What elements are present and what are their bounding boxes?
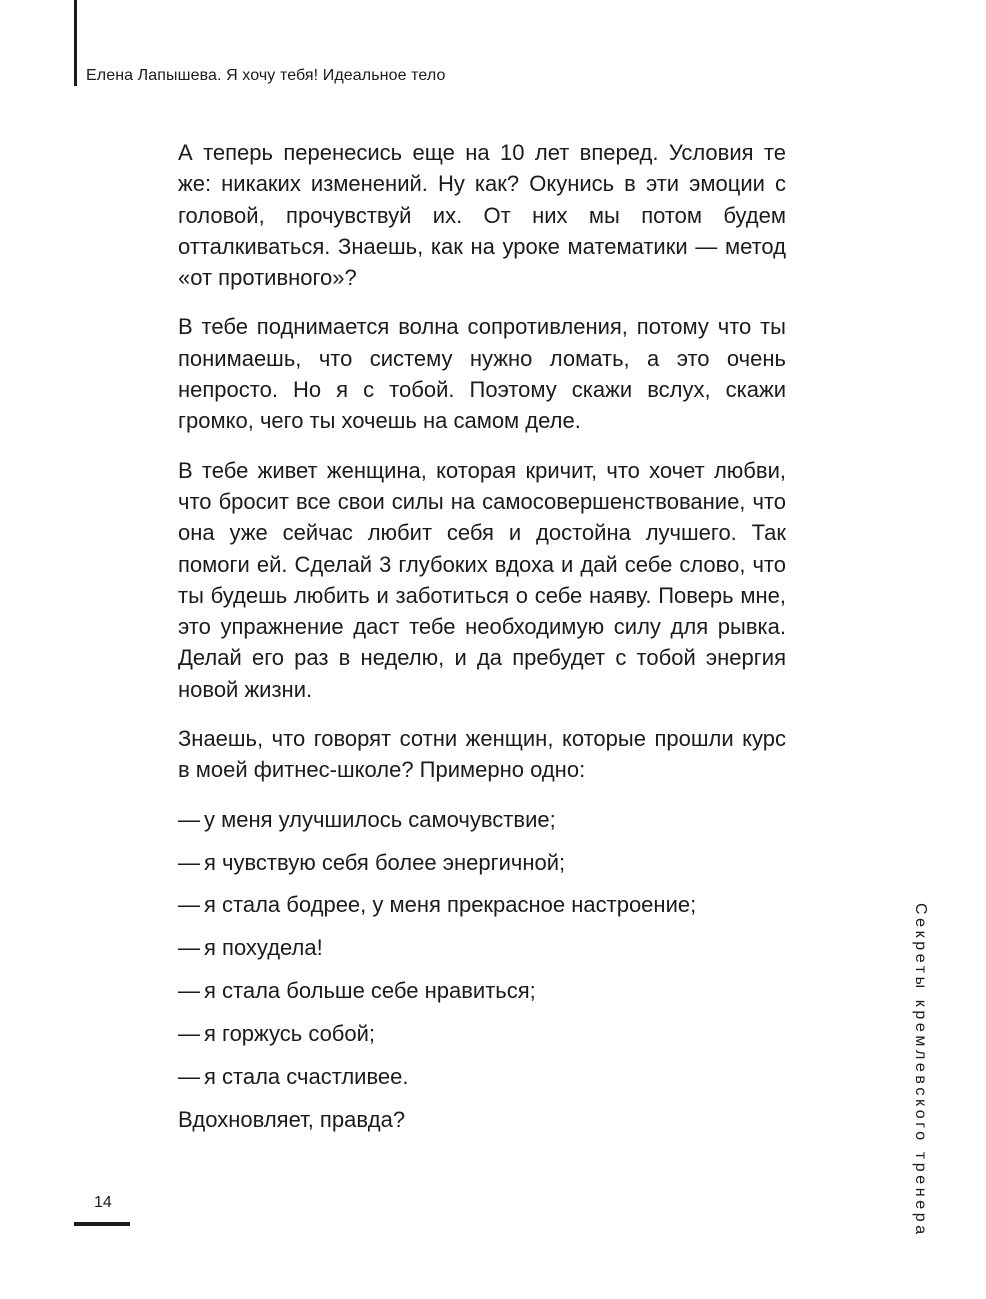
paragraph-4: Знаешь, что говорят сотни женщин, которые прошли курс в моей фитнес-школе? Примерно одно: (178, 726, 786, 783)
list-dash: — (178, 849, 200, 875)
list-item-text: я стала бодрее, у меня прекрасное настроение; (204, 892, 697, 918)
list-item-text: я стала счастливее. (204, 1063, 409, 1089)
list-item-text: я стала больше себе нравиться; (204, 978, 536, 1004)
list-dash: — (178, 1021, 200, 1047)
list-item-text: я похудела! (204, 935, 323, 961)
list-item (178, 847, 786, 878)
page-number: 14 (94, 1194, 112, 1211)
list-item-text: я чувствую себя более энергичной; (204, 849, 566, 875)
list-item (178, 975, 786, 1006)
list-dash: — (178, 806, 200, 832)
list-item (178, 932, 786, 963)
list-dash: — (178, 892, 200, 918)
paragraph-3: В тебе живет женщина, которая кричит, что хочет любви, что бросит все свои силы на самосовершенствование, что она уже сейчас любит себя и достойна лучшего. Так помоги ей. Сделай 3 глубоких вдоха и дай себе слово, что ты будешь любить и заботиться о себе наяву. Поверь мне, это упражнение даст тебе необходимую силу для рывка. Делай его раз в неделю, и да пребудет с тобой энергия новой жизни. (178, 457, 786, 702)
list-dash: — (178, 935, 200, 961)
closing-line: Вдохновляет, правда? (178, 1106, 406, 1132)
list-item (178, 804, 786, 835)
list-dash: — (178, 1063, 200, 1089)
page-body (178, 137, 786, 1135)
list-dash: — (178, 978, 200, 1004)
list-item-text: я горжусь собой; (204, 1021, 376, 1047)
list-item-text: у меня улучшилось самочувствие; (204, 806, 556, 832)
list-item (178, 889, 786, 920)
running-head: Елена Лапышева. Я хочу тебя! Идеальное тело (86, 67, 446, 84)
list-item (178, 1018, 786, 1049)
testimonial-list (178, 804, 786, 1093)
list-item (178, 1061, 786, 1092)
footer-rule (74, 1222, 130, 1226)
series-title-vertical: Секреты кремлевского тренера (912, 903, 929, 1238)
paragraph-1: А теперь перенесись еще на 10 лет вперед. Условия те же: никаких изменений. Ну как? Окунись в эти эмоции с головой, прочувствуй их. От них мы потом будем отталкиваться. Знаешь, как на уроке математики — метод «от противного»? (178, 140, 786, 291)
header-rule (74, 0, 77, 86)
paragraph-2: В тебе поднимается волна сопротивления, потому что ты понимаешь, что систему нужно ломать, а это очень непросто. Но я с тобой. Поэтому скажи вслух, скажи громко, чего ты хочешь на самом деле. (178, 314, 786, 434)
